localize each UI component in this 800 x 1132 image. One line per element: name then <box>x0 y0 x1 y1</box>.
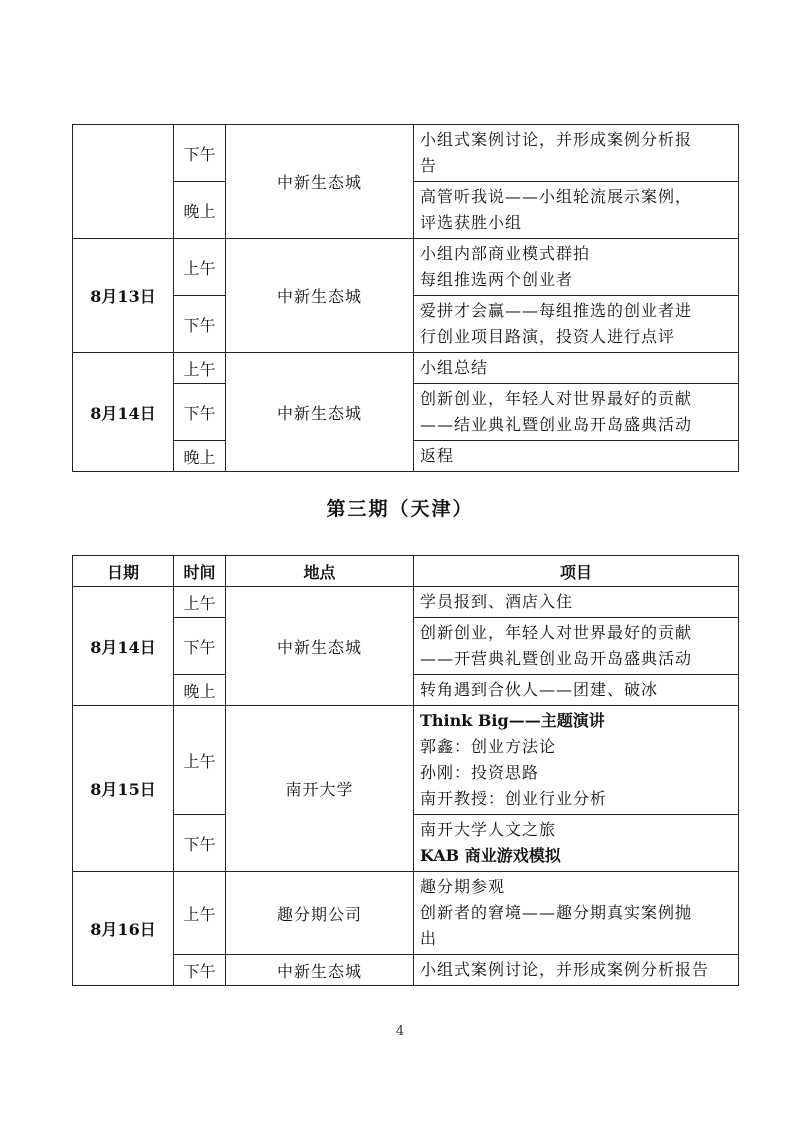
item-line: 转角遇到合伙人——团建、破冰 <box>420 680 659 699</box>
place-cell: 趣分期公司 <box>226 872 414 955</box>
time-cell: 上午 <box>174 706 226 815</box>
time-cell: 下午 <box>174 125 226 182</box>
place-cell: 中新生态城 <box>226 125 414 239</box>
item-line: 评选获胜小组 <box>420 213 523 232</box>
time-cell: 下午 <box>174 384 226 441</box>
schedule-table <box>72 555 739 986</box>
item-cell <box>414 618 739 675</box>
table-row <box>73 706 739 815</box>
date-cell: 8月14日 <box>73 353 174 472</box>
time-cell: 上午 <box>174 872 226 955</box>
item-cell <box>414 384 739 441</box>
item-line: ——结业典礼暨创业岛开岛盛典活动 <box>420 415 693 434</box>
item-cell <box>414 239 739 296</box>
time-cell: 上午 <box>174 353 226 384</box>
table-row <box>73 872 739 955</box>
time-cell: 下午 <box>174 955 226 986</box>
item-cell <box>414 441 739 472</box>
item-line: 每组推选两个创业者 <box>420 270 574 289</box>
item-line: 告 <box>420 156 438 175</box>
table-row <box>73 239 739 296</box>
place-cell: 南开大学 <box>226 706 414 872</box>
date-cell: 8月15日 <box>73 706 174 872</box>
item-line: 趣分期参观 <box>420 877 506 896</box>
item-line: KAB 商业游戏模拟 <box>420 846 561 865</box>
item-line: 郭鑫：创业方法论 <box>420 737 557 756</box>
item-line: 孙刚：投资思路 <box>420 763 540 782</box>
item-cell <box>414 296 739 353</box>
time-cell: 晚上 <box>174 675 226 706</box>
page-number: 4 <box>395 1024 405 1039</box>
time-cell: 下午 <box>174 296 226 353</box>
place-cell: 中新生态城 <box>226 239 414 353</box>
item-line: 创新创业，年轻人对世界最好的贡献 <box>420 389 693 408</box>
time-cell: 上午 <box>174 239 226 296</box>
item-line: 南开大学人文之旅 <box>420 820 557 839</box>
item-cell <box>414 706 739 815</box>
header-item: 项目 <box>414 556 739 587</box>
item-line: 行创业项目路演，投资人进行点评 <box>420 327 676 346</box>
item-line: 小组内部商业模式群拍 <box>420 244 591 263</box>
item-line: Think Big——主题演讲 <box>420 711 605 730</box>
item-line: 南开教授：创业行业分析 <box>420 789 608 808</box>
item-cell <box>414 353 739 384</box>
header-date: 日期 <box>73 556 174 587</box>
header-time: 时间 <box>174 556 226 587</box>
place-cell: 中新生态城 <box>226 353 414 472</box>
item-line: 创新者的窘境——趣分期真实案例抛 <box>420 903 693 922</box>
date-cell: 8月14日 <box>73 587 174 706</box>
item-line: 高管听我说——小组轮流展示案例， <box>420 187 693 206</box>
place-cell: 中新生态城 <box>226 955 414 986</box>
place-cell: 中新生态城 <box>226 587 414 706</box>
table-row <box>73 587 739 618</box>
item-cell <box>414 125 739 182</box>
time-cell: 下午 <box>174 815 226 872</box>
table-row <box>73 125 739 182</box>
date-cell <box>73 125 174 239</box>
header-place: 地点 <box>226 556 414 587</box>
time-cell: 下午 <box>174 618 226 675</box>
item-line: ——开营典礼暨创业岛开岛盛典活动 <box>420 649 693 668</box>
section-title: 第三期（天津） <box>326 498 474 520</box>
schedule-table-continued <box>72 124 739 472</box>
item-cell <box>414 587 739 618</box>
item-line: 爱拼才会赢——每组推选的创业者进 <box>420 301 693 320</box>
date-cell: 8月13日 <box>73 239 174 353</box>
time-cell: 晚上 <box>174 441 226 472</box>
item-line: 小组式案例讨论，并形成案例分析报 <box>420 130 693 149</box>
item-line: 返程 <box>420 446 455 465</box>
date-cell: 8月16日 <box>73 872 174 986</box>
table-row <box>73 353 739 384</box>
item-line: 小组总结 <box>420 358 489 377</box>
item-cell <box>414 182 739 239</box>
item-line: 学员报到、酒店入住 <box>420 592 574 611</box>
item-cell <box>414 675 739 706</box>
item-cell <box>414 955 739 986</box>
item-line: 创新创业，年轻人对世界最好的贡献 <box>420 623 693 642</box>
time-cell: 上午 <box>174 587 226 618</box>
item-cell <box>414 872 739 955</box>
time-cell: 晚上 <box>174 182 226 239</box>
item-line: 出 <box>420 929 438 948</box>
item-line: 小组式案例讨论，并形成案例分析报告 <box>420 960 710 979</box>
item-cell <box>414 815 739 872</box>
table-header-row <box>73 556 739 587</box>
